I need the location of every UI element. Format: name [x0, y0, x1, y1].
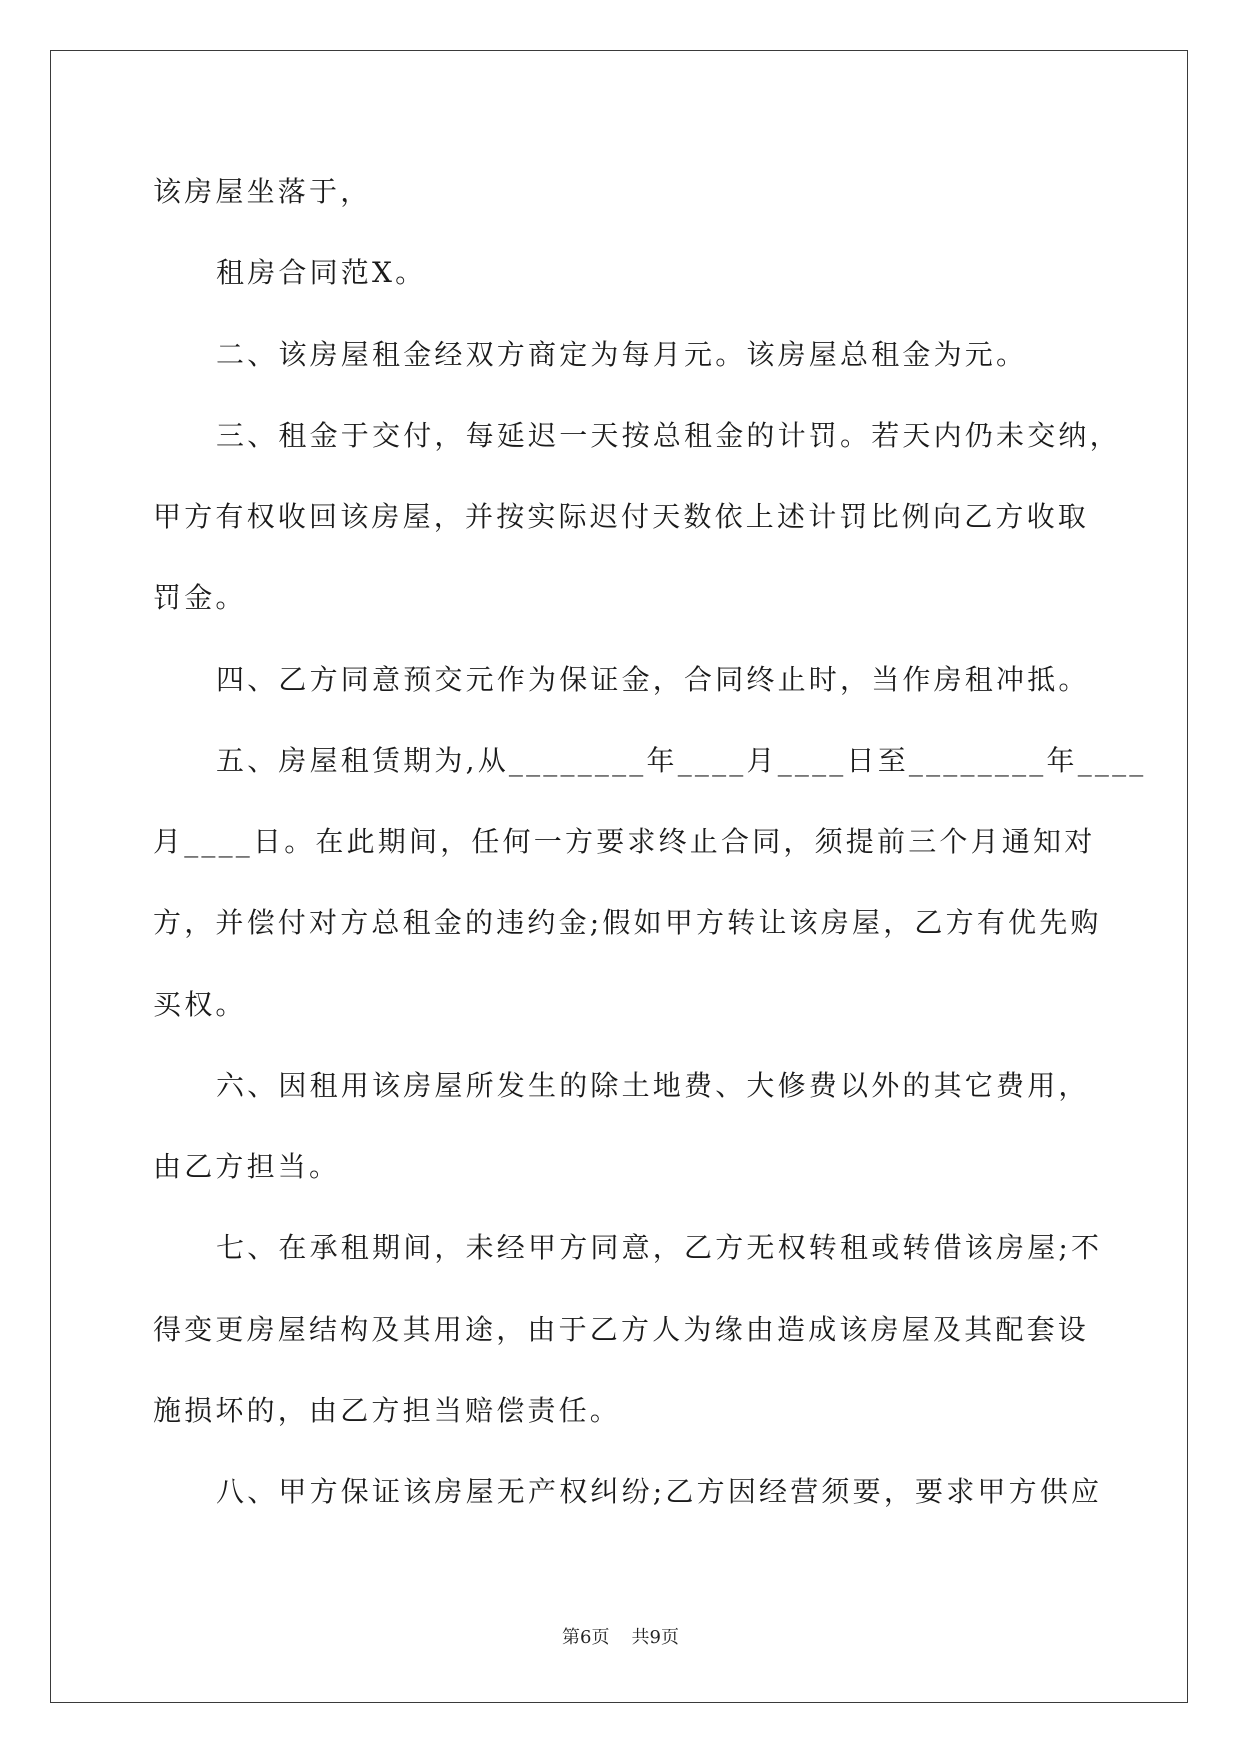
text-line: 买权。 [153, 987, 247, 1021]
clause-4: 四、乙方同意预交元作为保证金，合同终止时，当作房租冲抵。 [216, 662, 1090, 696]
document-body [153, 151, 1153, 1532]
text-line: 甲方有权收回该房屋，并按实际迟付天数依上述计罚比例向乙方收取 [153, 500, 1090, 533]
clause-6: 六、因租用该房屋所发生的除土地费、大修费以外的其它费用， [216, 1068, 1090, 1102]
text-line: 罚金。 [153, 581, 247, 615]
clause-3: 三、租金于交付，每延迟一天按总租金的计罚。若天内仍未交纳， [216, 418, 1121, 452]
current-page-number: 第6页 [562, 1627, 610, 1648]
clause-8: 八、甲方保证该房屋无产权纠纷;乙方因经营须要，要求甲方供应 [216, 1475, 1103, 1508]
text-line: 该房屋坐落于， [153, 175, 372, 208]
clause-5: 五、房屋租赁期为,从________年____月____日至________年____ [216, 743, 1147, 777]
text-line: 月____日。在此期间，任何一方要求终止合同，须提前三个月通知对 [153, 825, 1096, 858]
text-line: 得变更房屋结构及其用途，由于乙方人为缘由造成该房屋及其配套设 [153, 1312, 1090, 1346]
total-page-count: 共9页 [631, 1627, 679, 1648]
text-line: 方，并偿付对方总租金的违约金;假如甲方转让该房屋，乙方有优先购 [153, 906, 1102, 940]
text-line: 由乙方担当。 [153, 1150, 341, 1183]
text-line: 租房合同范X。 [216, 256, 427, 290]
text-line: 施损坏的，由乙方担当赔偿责任。 [153, 1393, 622, 1427]
clause-7: 七、在承租期间，未经甲方同意，乙方无权转租或转借该房屋;不 [216, 1231, 1103, 1265]
page-footer [0, 1626, 1241, 1650]
clause-2: 二、该房屋租金经双方商定为每月元。该房屋总租金为元。 [216, 337, 1028, 371]
